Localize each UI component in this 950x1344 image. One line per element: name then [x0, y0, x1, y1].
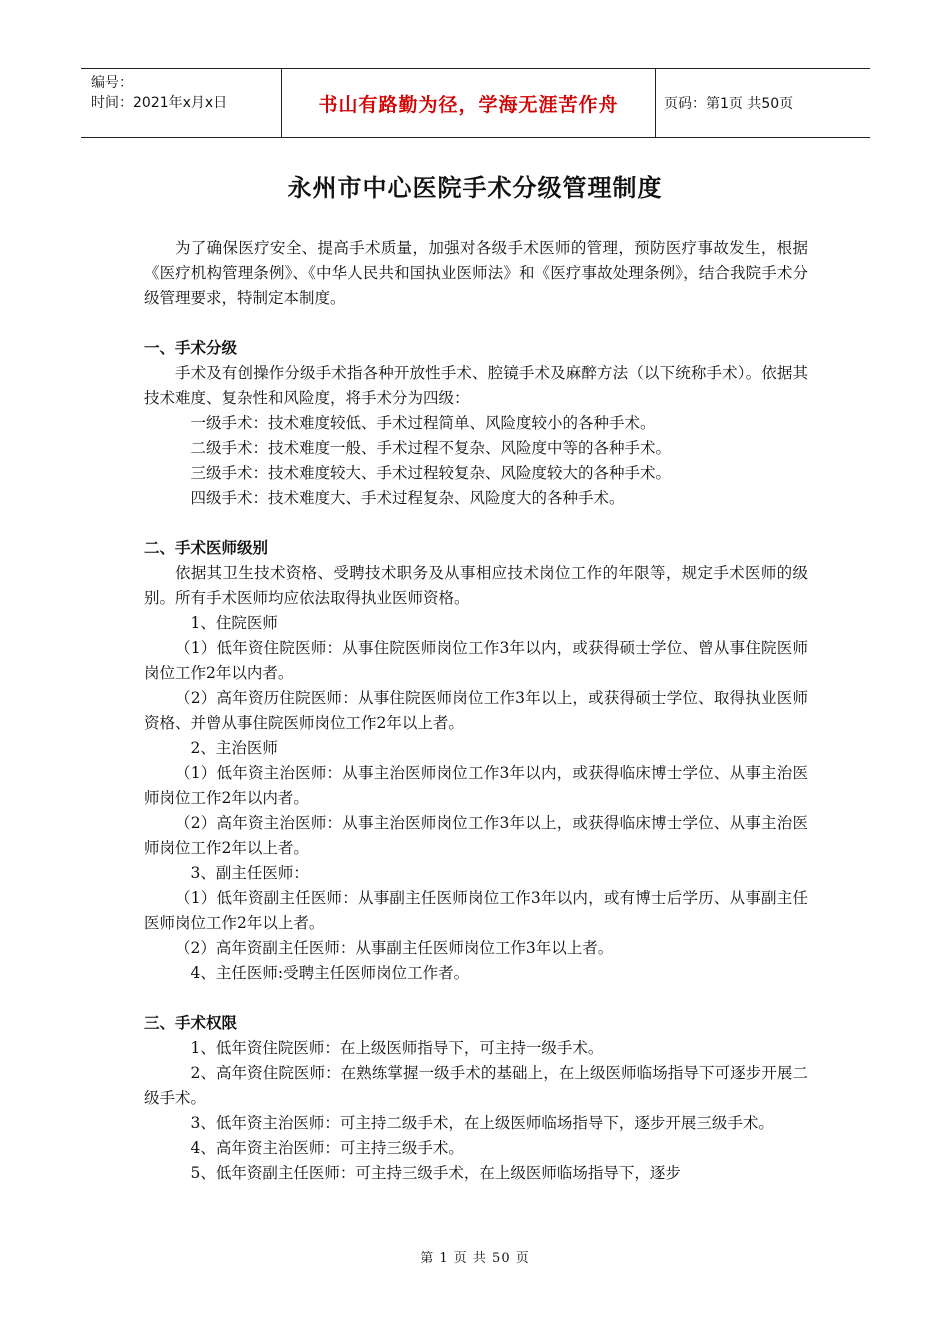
intro-paragraph: 为了确保医疗安全、提高手术质量，加强对各级手术医师的管理，预防医疗事故发生，根据《医疗机构管理条例》、《中华人民共和国执业医师法》和《医疗事故处理条例》，结合我院手术分级管理要求，特制定本制度。: [144, 239, 808, 307]
authority-item: 1、低年资住院医师：在上级医师指导下，可主持一级手术。: [190, 1039, 604, 1057]
rank-detail: （1）低年资住院医师：从事住院医师岗位工作3年以内，或获得硕士学位、曾从事住院医师岗位工作2年以内者。: [144, 639, 808, 682]
section1-intro: 手术及有创操作分级手术指各种开放性手术、腔镜手术及麻醉方法（以下统称手术）。依据其技术难度、复杂性和风险度，将手术分为四级：: [144, 364, 808, 407]
document-header: [81, 68, 870, 138]
document-title: 永州市中心医院手术分级管理制度: [287, 174, 663, 202]
rank-title: 2、主治医师: [190, 739, 278, 757]
level-item: 二级手术：技术难度一般、手术过程不复杂、风险度中等的各种手术。: [190, 439, 672, 457]
level-item: 四级手术：技术难度大、手术过程复杂、风险度大的各种手术。: [190, 489, 625, 507]
level-item: 三级手术：技术难度较大、手术过程较复杂、风险度较大的各种手术。: [190, 464, 672, 482]
document-body: [144, 236, 808, 1186]
header-motto: 书山有路勤为径，学海无涯苦作舟: [281, 69, 656, 137]
rank-detail: （2）高年资历住院医师：从事住院医师岗位工作3年以上，或获得硕士学位、取得执业医师资格、并曾从事住院医师岗位工作2年以上者。: [144, 689, 808, 732]
section-heading-2: 二、手术医师级别: [144, 539, 269, 557]
time-label: 时间：2021年x月x日: [91, 95, 228, 111]
section-heading-1: 一、手术分级: [144, 339, 238, 357]
authority-item: 2、高年资住院医师：在熟练掌握一级手术的基础上，在上级医师临场指导下可逐步开展二级手术。: [144, 1064, 808, 1107]
header-meta: [81, 69, 281, 137]
rank-title: 4、主任医师:受聘主任医师岗位工作者。: [190, 964, 470, 982]
header-page-info: 页码：第1页 共50页: [664, 96, 794, 112]
rank-detail: （1）低年资副主任医师：从事副主任医师岗位工作3年以内，或有博士后学历、从事副主任医师岗位工作2年以上者。: [144, 889, 808, 932]
level-item: 一级手术：技术难度较低、手术过程简单、风险度较小的各种手术。: [190, 414, 656, 432]
rank-title: 1、住院医师: [190, 614, 278, 632]
section-heading-3: 三、手术权限: [144, 1014, 238, 1032]
authority-item: 5、低年资副主任医师：可主持三级手术，在上级医师临场指导下，逐步: [190, 1164, 681, 1182]
number-label: 编号：: [91, 75, 133, 91]
rank-detail: （2）高年资副主任医师：从事副主任医师岗位工作3年以上者。: [175, 939, 614, 957]
authority-item: 4、高年资主治医师：可主持三级手术。: [190, 1139, 464, 1157]
section2-intro: 依据其卫生技术资格、受聘技术职务及从事相应技术岗位工作的年限等，规定手术医师的级别。所有手术医师均应依法取得执业医师资格。: [144, 564, 808, 607]
rank-title: 3、副主任医师：: [190, 864, 309, 882]
authority-item: 3、低年资主治医师：可主持二级手术，在上级医师临场指导下，逐步开展三级手术。: [190, 1114, 774, 1132]
page-footer: 第 1 页 共 50 页: [420, 1251, 530, 1266]
rank-detail: （2）高年资主治医师：从事主治医师岗位工作3年以上，或获得临床博士学位、从事主治医师岗位工作2年以上者。: [144, 814, 808, 857]
rank-detail: （1）低年资主治医师：从事主治医师岗位工作3年以内，或获得临床博士学位、从事主治医师岗位工作2年以内者。: [144, 764, 808, 807]
